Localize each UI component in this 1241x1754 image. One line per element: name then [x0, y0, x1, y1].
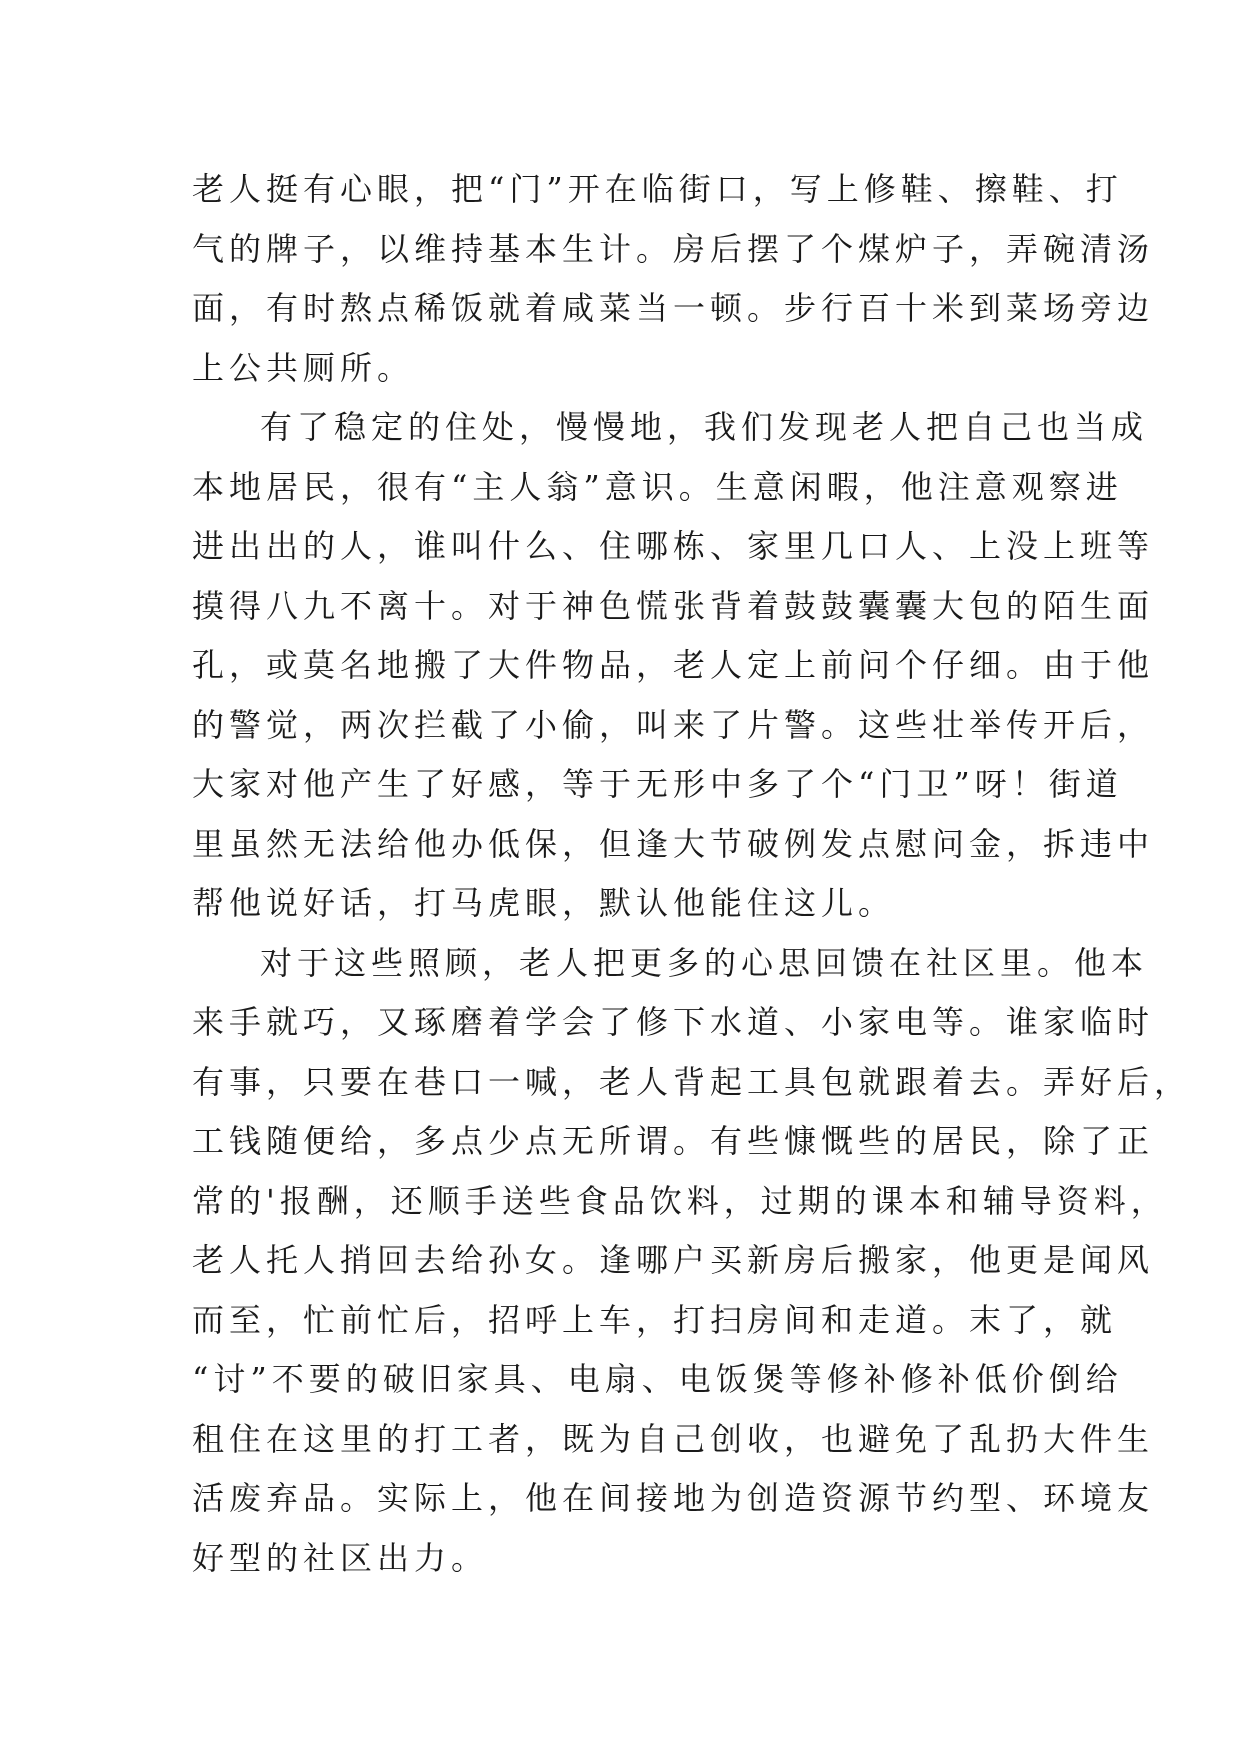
text-line: 面，有时熬点稀饭就着咸菜当一顿。步行百十米到菜场旁边 — [192, 289, 1155, 327]
text-line: 老人托人捎回去给孙女。逢哪户买新房后搬家，他更是闻风 — [192, 1241, 1155, 1279]
text-line: 孔，或莫名地搬了大件物品，老人定上前问个仔细。由于他 — [192, 646, 1155, 684]
text-line: 工钱随便给，多点少点无所谓。有些慷慨些的居民，除了正 — [192, 1122, 1155, 1160]
text-line: 有事，只要在巷口一喊，老人背起工具包就跟着去。弄好后， — [192, 1062, 1192, 1101]
text-line: 大家对他产生了好感，等于无形中多了个“门卫”呀！街道 — [192, 765, 1123, 803]
text-line: 好型的社区出力。 — [192, 1538, 489, 1577]
text-line: 对于这些照顾，老人把更多的心思回馈在社区里。他本 — [260, 943, 1149, 982]
text-line: 气的牌子，以维持基本生计。房后摆了个煤炉子，弄碗清汤 — [192, 229, 1155, 268]
body-text — [192, 160, 1192, 1588]
text-line: 有了稳定的住处，慢慢地，我们发现老人把自己也当成 — [260, 408, 1149, 446]
text-line: 老人挺有心眼，把“门”开在临街口，写上修鞋、擦鞋、打 — [192, 170, 1123, 208]
text-line: 活废弃品。实际上，他在间接地为创造资源节约型、环境友 — [192, 1479, 1155, 1517]
text-line: 进出出的人，谁叫什么、住哪栋、家里几口人、上没上班等 — [192, 527, 1155, 565]
text-line: 来手就巧，又琢磨着学会了修下水道、小家电等。谁家临时 — [192, 1003, 1155, 1041]
text-line: 摸得八九不离十。对于神色慌张背着鼓鼓囊囊大包的陌生面 — [192, 586, 1155, 625]
text-line: 常的'报酬，还顺手送些食品饮料，过期的课本和辅导资料， — [192, 1181, 1168, 1220]
text-line: 而至，忙前忙后，招呼上车，打扫房间和走道。末了，就 — [192, 1300, 1118, 1339]
text-line: 租住在这里的打工者，既为自己创收，也避免了乱扔大件生 — [192, 1419, 1155, 1458]
text-line: 帮他说好话，打马虎眼，默认他能住这儿。 — [192, 884, 896, 922]
text-line: “讨”不要的破旧家具、电扇、电饭煲等修补修补低价倒给 — [192, 1360, 1123, 1398]
text-line: 里虽然无法给他办低保，但逢大节破例发点慰问金，拆违中 — [192, 824, 1155, 863]
text-line: 本地居民，很有“主人翁”意识。生意闲暇，他注意观察进 — [192, 467, 1123, 506]
text-line: 上公共厕所。 — [192, 348, 415, 387]
text-line: 的警觉，两次拦截了小偷，叫来了片警。这些壮举传开后， — [192, 705, 1155, 744]
